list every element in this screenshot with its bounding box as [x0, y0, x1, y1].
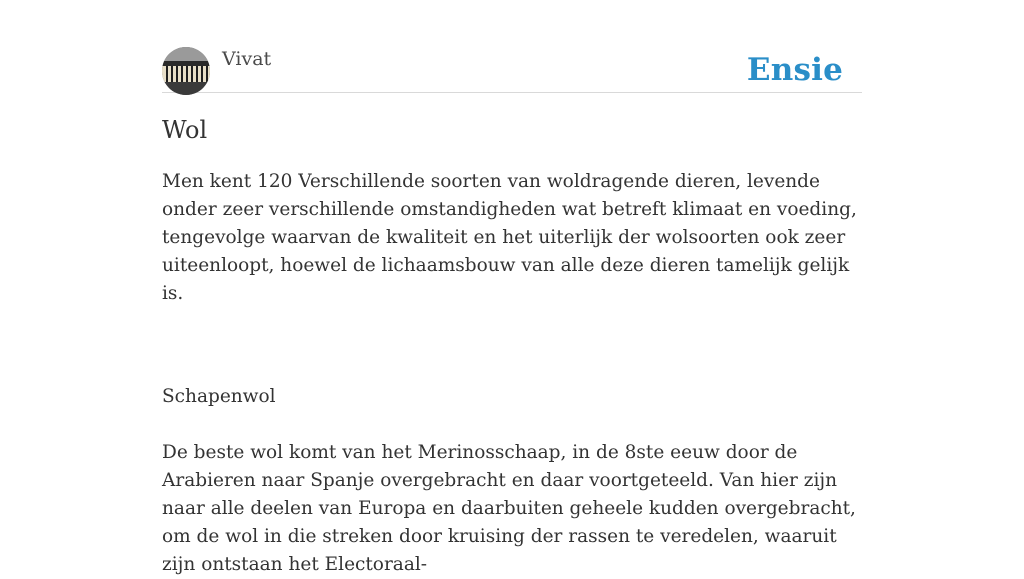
author-avatar[interactable]: [162, 47, 210, 95]
article-subheading: Schapenwol: [162, 386, 276, 407]
page-title: Wol: [162, 116, 208, 144]
ensie-logo[interactable]: Ensie: [746, 52, 843, 88]
paragraph-spacer: [162, 411, 864, 439]
article-header: [162, 46, 862, 93]
article-paragraph: De beste wol komt van het Merinosschaap, in de 8ste eeuw door de Arabieren naar Spanje overgebracht en daar voortgeteeld. Van hier zijn naar alle deelen van Europa en daarbuiten geheele kudden overgebracht, om de wol in die streken door kruising der rassen te veredelen, waaruit zijn ontstaan het Electoraal-: [162, 442, 856, 575]
article-body: [162, 168, 864, 579]
avatar-piano-keys-icon: [162, 47, 210, 95]
author-name[interactable]: Vivat: [222, 48, 272, 70]
article-paragraph: Men kent 120 Verschillende soorten van woldragende dieren, levende onder zeer verschillende omstandigheden wat betreft klimaat en voeding, tengevolge waarvan de kwaliteit en het uiterlijk der wolsoorten ook zeer uiteenloopt, hoewel de lichaamsbouw van alle deze dieren tamelijk gelijk is.: [162, 171, 857, 304]
paragraph-spacer: [162, 308, 864, 383]
